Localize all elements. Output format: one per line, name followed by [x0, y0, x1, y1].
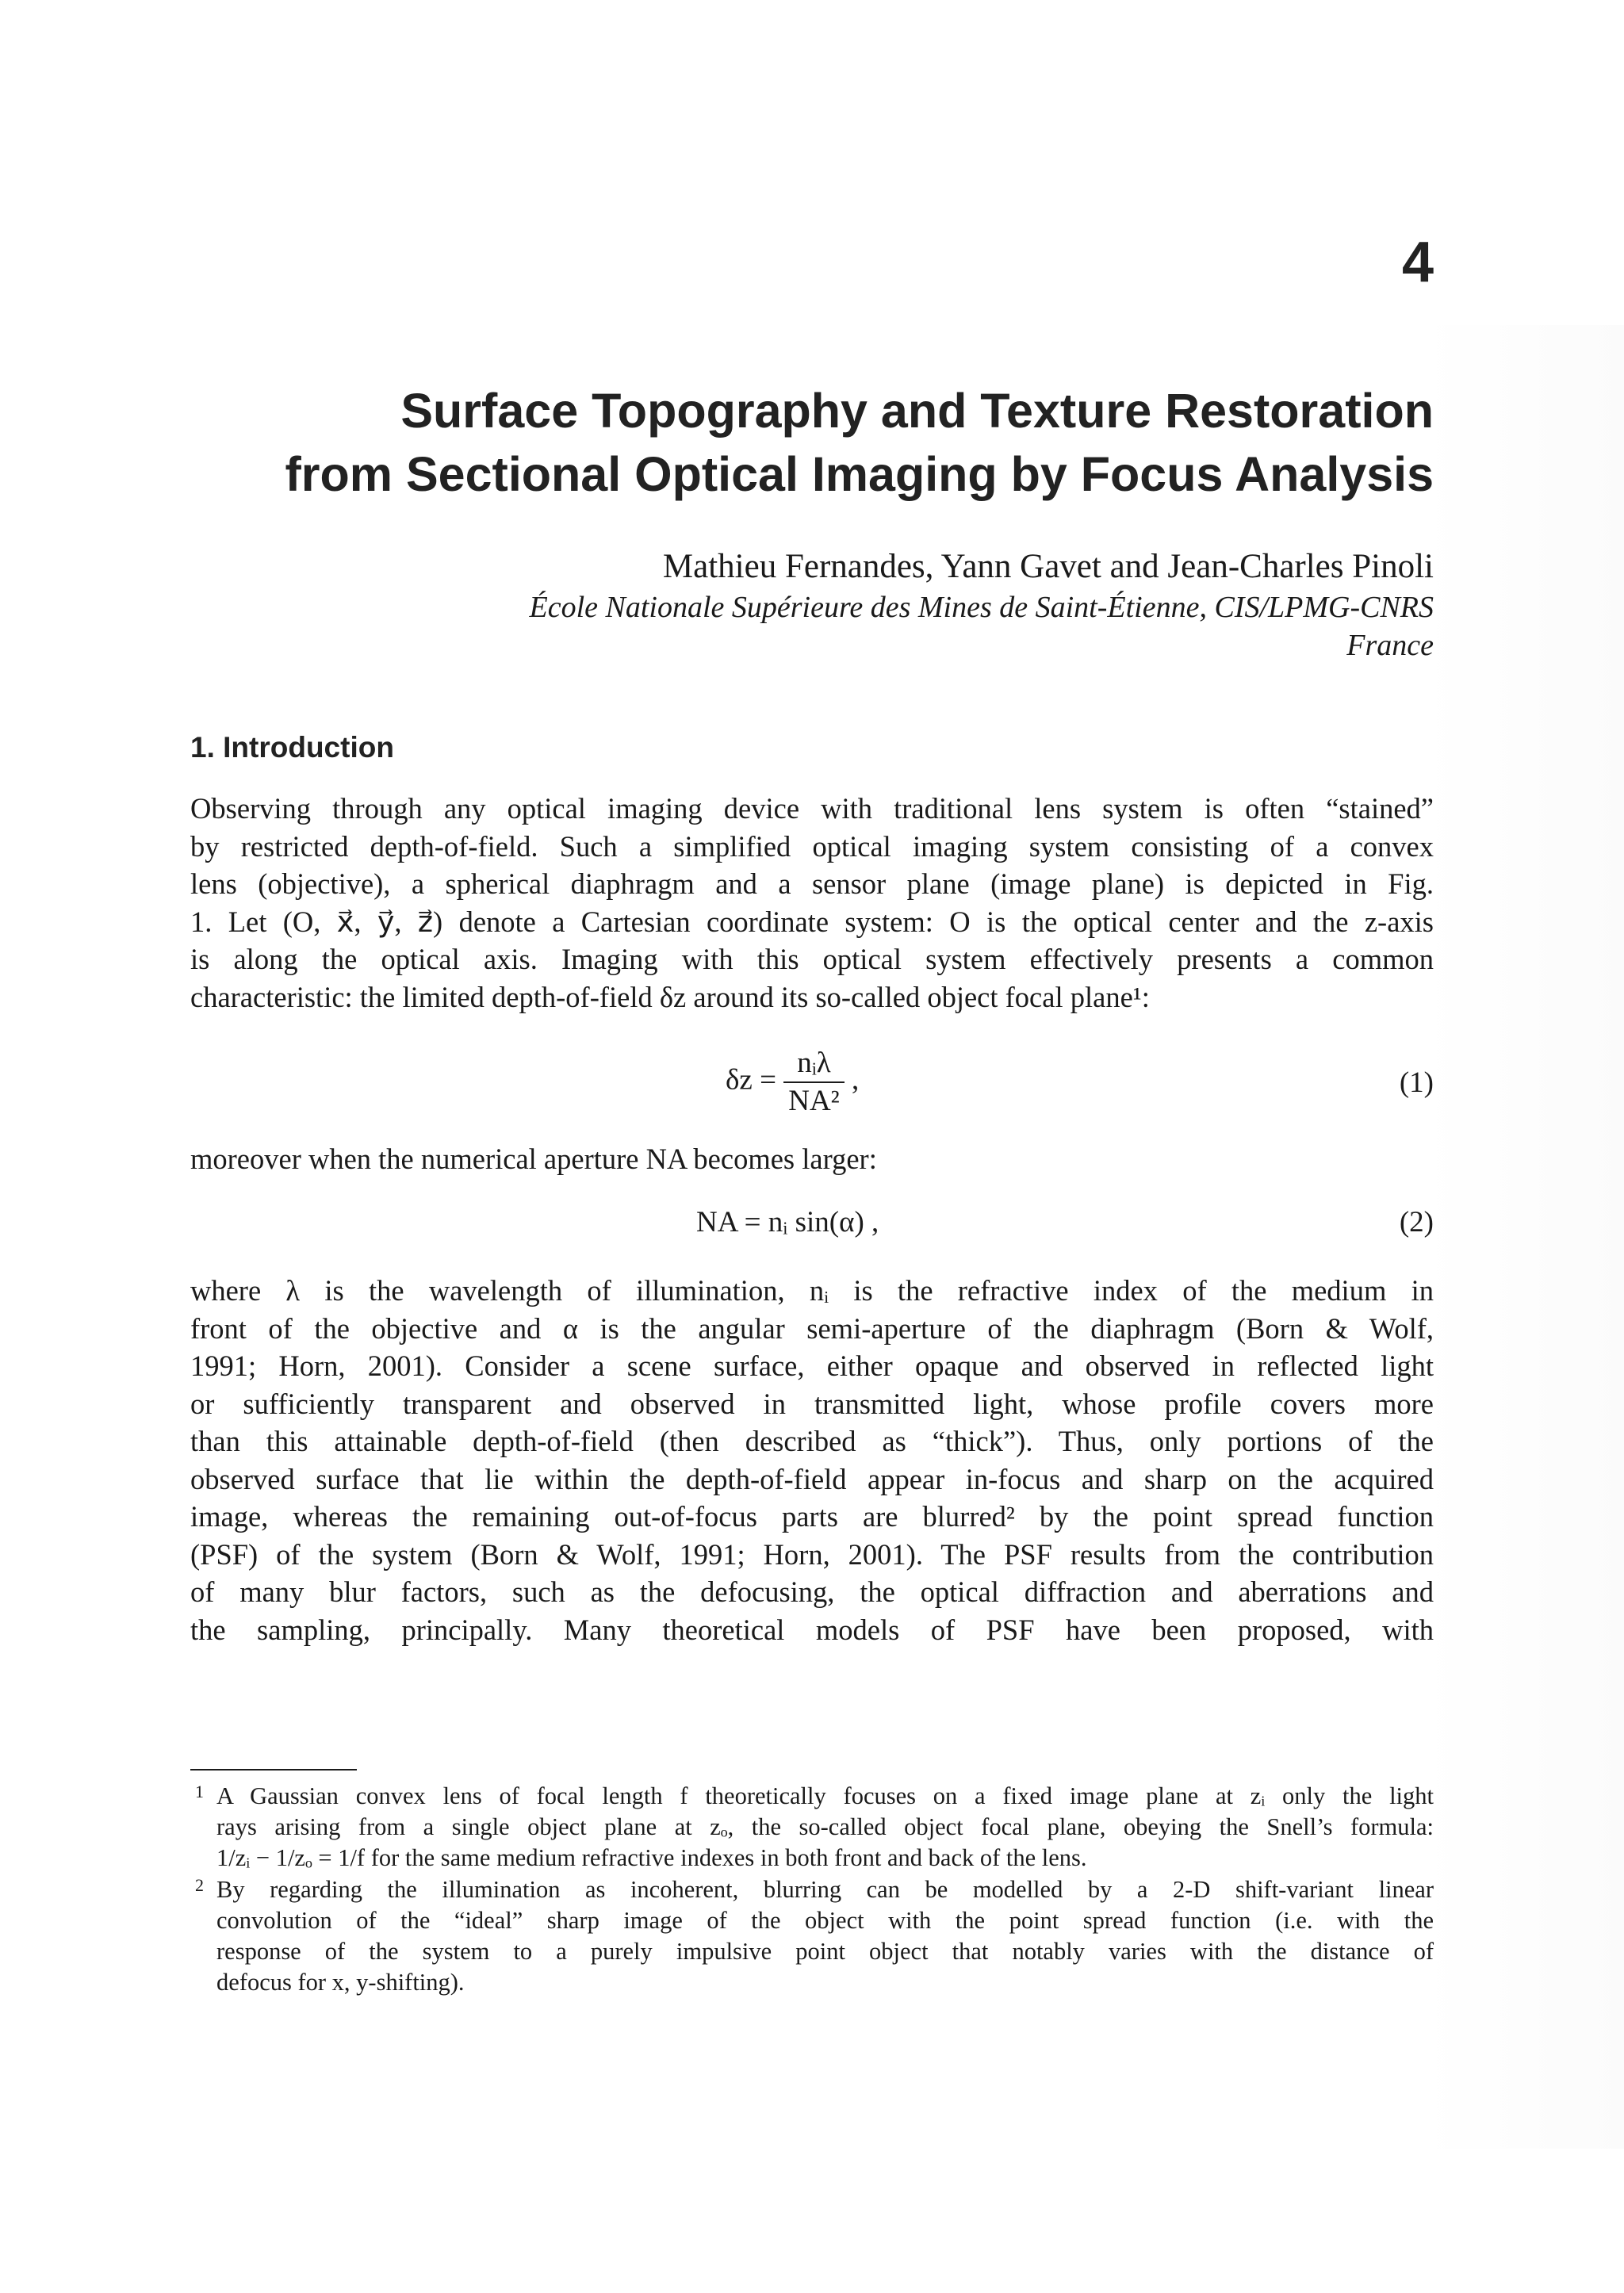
- footnote-line: defocus for x, y-shifting).: [216, 1969, 465, 1996]
- text-line: image, whereas the remaining out-of-focus parts are blurred² by the point spread function: [190, 1500, 1434, 1533]
- footnote-line: 1/zᵢ − 1/zₒ = 1/f for the same medium refractive indexes in both front and back of the lens.: [216, 1844, 1087, 1871]
- equation-2-number: (2): [1399, 1206, 1434, 1238]
- title-line-2: from Sectional Optical Imaging by Focus Analysis: [285, 447, 1434, 501]
- text-line: (PSF) of the system (Born & Wolf, 1991; Horn, 2001). The PSF results from the contribution: [190, 1537, 1434, 1571]
- equation-1-fraction: [783, 1045, 845, 1120]
- footnote-line: response of the system to a purely impulsive point object that notably varies with the distance of: [216, 1938, 1434, 1965]
- text-line: 1991; Horn, 2001). Consider a scene surface, either opaque and observed in reflected light: [190, 1349, 1434, 1382]
- footnote-2-mark: 2: [195, 1875, 204, 1895]
- section-heading: 1. Introduction: [190, 731, 394, 764]
- text-line: is along the optical axis. Imaging with this optical system effectively presents a common: [190, 943, 1434, 975]
- paragraph-psf: [190, 1272, 1434, 1648]
- equation-1-body: [726, 1045, 859, 1120]
- text-line: front of the objective and α is the angular semi-aperture of the diaphragm (Born & Wolf,: [190, 1311, 1434, 1345]
- footnote-2: [190, 1874, 1434, 1998]
- footnote-line: convolution of the “ideal” sharp image of the object with the point spread function (i.e. with the: [216, 1907, 1434, 1934]
- footnote-1: [190, 1781, 1434, 1874]
- text-line: characteristic: the limited depth-of-field δz around its so-called object focal plane¹:: [190, 980, 1150, 1013]
- chapter-number: 4: [1401, 231, 1434, 294]
- text-line: of many blur factors, such as the defocusing, the optical diffraction and aberrations and: [190, 1575, 1434, 1608]
- text-line: Observing through any optical imaging device with traditional lens system is often “stained”: [190, 792, 1434, 825]
- equation-1-numerator: nᵢλ: [783, 1045, 845, 1083]
- equation-1-denominator: NA²: [788, 1085, 840, 1117]
- affiliation-line-1: École Nationale Supérieure des Mines de Saint-Étienne, CIS/LPMG-CNRS: [529, 591, 1434, 624]
- affiliation: [190, 588, 1434, 664]
- paragraph-na: [190, 1140, 1434, 1178]
- equation-1: [190, 1045, 1434, 1124]
- equation-1-lhs: δz =: [726, 1063, 776, 1097]
- text-line: lens (objective), a spherical diaphragm and a sensor plane (image plane) is depicted in Fig.: [190, 867, 1434, 900]
- equation-1-trail: ,: [852, 1063, 860, 1097]
- text-line: the sampling, principally. Many theoretical models of PSF have been proposed, with: [190, 1613, 1434, 1646]
- affiliation-line-2: France: [1346, 629, 1434, 662]
- chapter-title: [190, 379, 1434, 506]
- paragraph-intro: [190, 790, 1434, 1016]
- footnote-line: By regarding the illumination as incoherent, blurring can be modelled by a 2-D shift-variant linear: [216, 1876, 1434, 1903]
- text-line: or sufficiently transparent and observed in transmitted light, whose profile covers more: [190, 1387, 1434, 1420]
- footnote-1-mark: 1: [195, 1782, 204, 1801]
- text-line: by restricted depth-of-field. Such a simplified optical imaging system consisting of a convex: [190, 829, 1434, 863]
- text-line: than this attainable depth-of-field (then described as “thick”). Thus, only portions of the: [190, 1425, 1434, 1457]
- equation-2-body: NA = nᵢ sin(α) ,: [696, 1206, 879, 1238]
- text-line: where λ is the wavelength of illumination, nᵢ is the refractive index of the medium in: [190, 1274, 1434, 1307]
- footnote-2-text: [216, 1874, 1434, 1998]
- author-list: Mathieu Fernandes, Yann Gavet and Jean-Charles Pinoli: [662, 548, 1434, 585]
- footnote-rule: [190, 1769, 357, 1770]
- footnote-1-text: [216, 1781, 1434, 1874]
- text-line: observed surface that lie within the depth-of-field appear in-focus and sharp on the acquired: [190, 1462, 1434, 1495]
- margin-shade: [1423, 325, 1624, 2149]
- footnote-line: rays arising from a single object plane at zₒ, the so-called object focal plane, obeying the Snell’s formula:: [216, 1813, 1434, 1840]
- title-line-1: Surface Topography and Texture Restoration: [400, 384, 1434, 438]
- equation-2: [190, 1205, 1434, 1245]
- text-line: moreover when the numerical aperture NA becomes larger:: [190, 1143, 877, 1175]
- text-line: 1. Let (O, x⃗, y⃗, z⃗) denote a Cartesian coordinate system: O is the optical center and the z-axis: [190, 905, 1434, 938]
- equation-1-number: (1): [1399, 1066, 1434, 1099]
- footnote-line: A Gaussian convex lens of focal length f theoretically focuses on a fixed image plane at zᵢ only the light: [216, 1782, 1434, 1809]
